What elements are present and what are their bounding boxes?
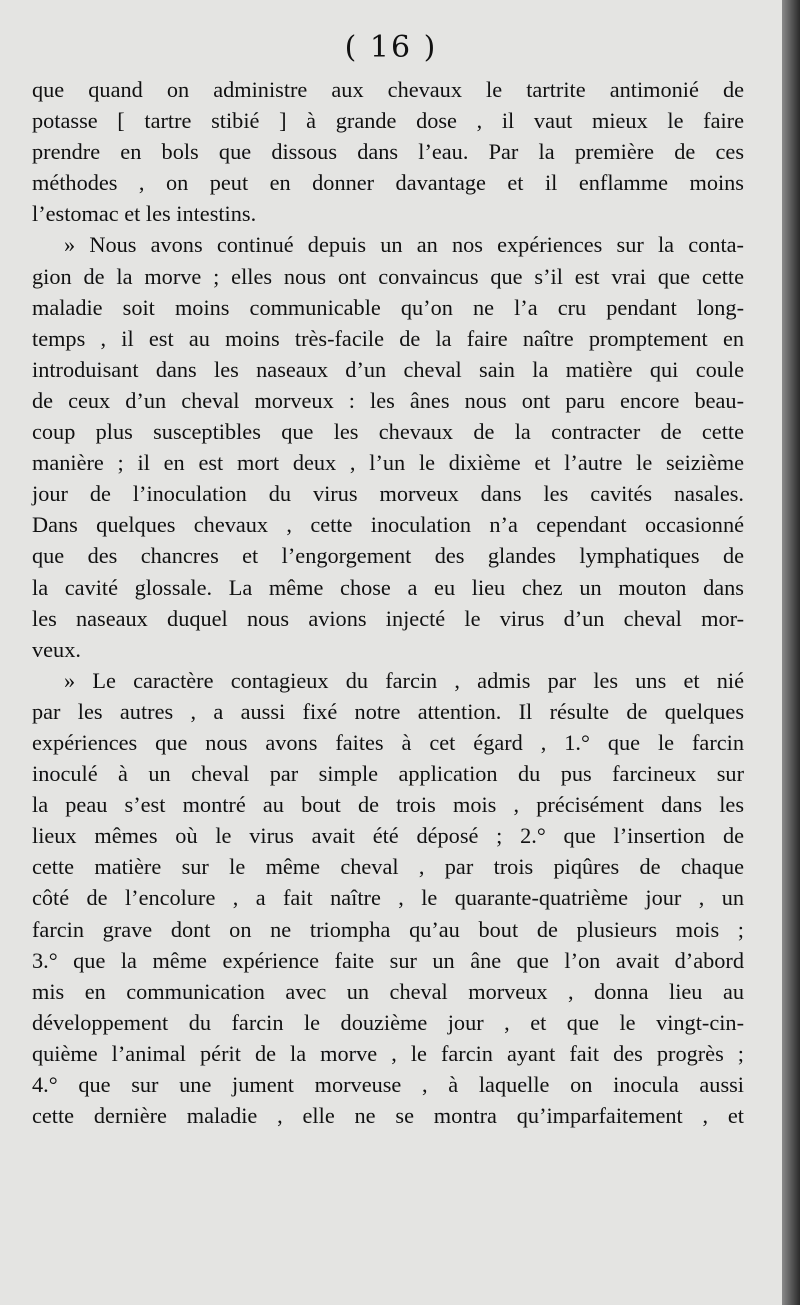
body-text (32, 74, 744, 1131)
text-line: inoculé à un cheval par simple application du pus farcineux sur (32, 761, 744, 787)
text-line: 4.° que sur une jument morveuse , à laquelle on inocula aussi (32, 1072, 744, 1097)
text-line: » Nous avons continué depuis un an nos expériences sur la conta- (64, 232, 744, 258)
text-line: coup plus susceptibles que les chevaux de la contracter de cette (32, 419, 744, 445)
text-line: jour de l’inoculation du virus morveux dans les cavités nasales. (32, 481, 744, 507)
text-line: les naseaux duquel nous avions injecté le virus d’un cheval mor- (32, 605, 744, 631)
text-line: la peau s’est montré au bout de trois mois , précisément dans les (32, 792, 744, 818)
text-line: quième l’animal périt de la morve , le farcin ayant fait des progrès ; (32, 1040, 744, 1066)
text-line: l’estomac et les intestins. (32, 201, 257, 227)
text-line: de ceux d’un cheval morveux : les ânes nous ont paru encore beau- (32, 387, 744, 413)
text-line: Dans quelques chevaux , cette inoculation n’a cependant occasionné (32, 512, 744, 538)
text-line: 3.° que la même expérience faite sur un âne que l’on avait d’abord (32, 947, 744, 973)
text-line: temps , il est au moins très-facile de la faire naître promptement en (32, 325, 744, 351)
text-line: que des chancres et l’engorgement des glandes lymphatiques de (32, 543, 744, 569)
text-line: veux. (32, 636, 81, 662)
text-line: » Le caractère contagieux du farcin , admis par les uns et nié (64, 667, 744, 693)
text-line: manière ; il en est mort deux , l’un le dixième et l’autre le seizième (32, 450, 744, 476)
text-line: introduisant dans les naseaux d’un cheval sain la matière qui coule (32, 356, 744, 382)
text-line: farcin grave dont on ne triompha qu’au bout de plusieurs mois ; (32, 916, 744, 942)
text-line: cette matière sur le même cheval , par trois piqûres de chaque (32, 854, 744, 880)
text-line: méthodes , on peut en donner davantage et il enflamme moins (32, 170, 744, 196)
text-line: potasse [ tartre stibié ] à grande dose , il vaut mieux le faire (32, 108, 744, 134)
page-number: ( 16 ) (344, 30, 438, 65)
text-line: développement du farcin le douzième jour , et que le vingt-cin- (32, 1009, 744, 1035)
text-line: expériences que nous avons faites à cet égard , 1.° que le farcin (32, 729, 744, 755)
text-line: par les autres , a aussi fixé notre attention. Il résulte de quelques (32, 698, 744, 724)
text-line: gion de la morve ; elles nous ont convaincus que s’il est vrai que cette (32, 263, 744, 289)
text-line: mis en communication avec un cheval morveux , donna lieu au (32, 978, 744, 1004)
text-line: maladie soit moins communicable qu’on ne l’a cru pendant long- (32, 294, 744, 320)
text-line: prendre en bols que dissous dans l’eau. Par la première de ces (32, 139, 744, 165)
text-line: lieux mêmes où le virus avait été déposé ; 2.° que l’insertion de (32, 823, 744, 849)
page-edge-shadow (782, 0, 800, 1305)
text-line: que quand on administre aux chevaux le tartrite antimonié de (32, 77, 744, 102)
text-line: la cavité glossale. La même chose a eu lieu chez un mouton dans (32, 574, 744, 600)
text-line: côté de l’encolure , a fait naître , le quarante-quatrième jour , un (32, 885, 744, 911)
text-line: cette dernière maladie , elle ne se montra qu’imparfaitement , et (32, 1103, 744, 1129)
